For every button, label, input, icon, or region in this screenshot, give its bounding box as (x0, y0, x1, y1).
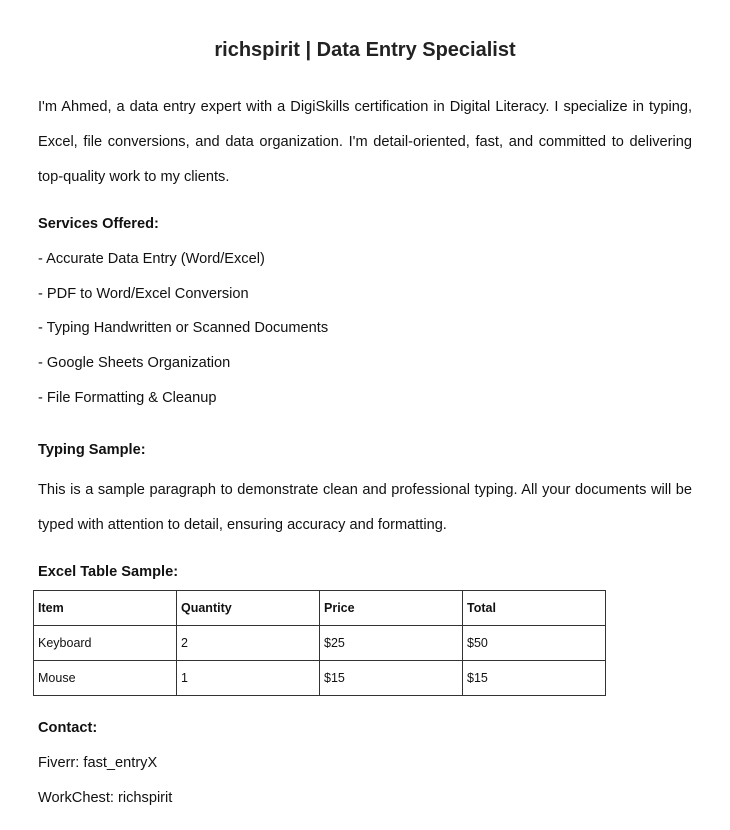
service-item: - PDF to Word/Excel Conversion (38, 286, 249, 302)
service-item: - File Formatting & Cleanup (38, 390, 217, 406)
page-title: richspirit | Data Entry Specialist (214, 39, 516, 61)
table-row (34, 626, 606, 661)
contact-fiverr: Fiverr: fast_entryX (38, 755, 158, 771)
table-cell: $15 (320, 661, 463, 696)
table-header-cell: Item (34, 591, 177, 626)
contact-heading: Contact: (38, 720, 98, 736)
excel-sample-heading: Excel Table Sample: (38, 564, 179, 580)
table-header-row (34, 591, 606, 626)
table-row (34, 661, 606, 696)
table-header-cell: Quantity (177, 591, 320, 626)
intro-paragraph: I'm Ahmed, a data entry expert with a DigiSkills certification in Digital Literacy. I specialize in typing, Excel, file conversions, and data organization. I'm detail-oriented, fast, and committed to delivering top-quality work to my clients. (38, 99, 692, 185)
services-heading: Services Offered: (38, 216, 159, 232)
service-item: - Accurate Data Entry (Word/Excel) (38, 251, 265, 267)
service-item: - Google Sheets Organization (38, 355, 231, 371)
excel-sample-table (33, 590, 606, 696)
contact-workchest: WorkChest: richspirit (38, 790, 173, 806)
typing-sample-heading: Typing Sample: (38, 442, 146, 458)
typing-sample-paragraph: This is a sample paragraph to demonstrate clean and professional typing. All your documents will be typed with attention to detail, ensuring accuracy and formatting. (38, 482, 692, 533)
table-cell: $15 (463, 661, 606, 696)
table-header-cell: Total (463, 591, 606, 626)
table-cell: Keyboard (34, 626, 177, 661)
service-item: - Typing Handwritten or Scanned Documents (38, 320, 329, 336)
table-header-cell: Price (320, 591, 463, 626)
table-cell: $25 (320, 626, 463, 661)
table-cell: 2 (177, 626, 320, 661)
table-cell: 1 (177, 661, 320, 696)
table-cell: Mouse (34, 661, 177, 696)
table-cell: $50 (463, 626, 606, 661)
